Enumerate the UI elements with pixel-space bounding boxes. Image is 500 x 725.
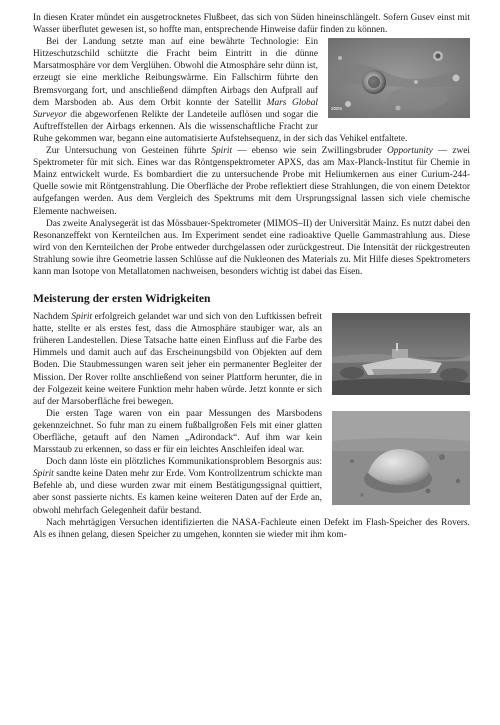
paragraph-6: Die ersten Tage waren von ein paar Messungen des Marsbodens gekennzeichnet. So fuhr man zu einem fußballgroßen Fels mit einer glatten Oberfläche, getauft auf den Namen „Adirondack“. Auf ihm war kein Marsstaub zu erkennen, so dass er für ein leichtes Anschleifen ideal war. bbox=[33, 408, 322, 456]
paragraph-4: Das zweite Analysegerät ist das Mössbauer-Spektrometer (MIMOS–II) der Universität Mainz. Es nutzt dabei den Resonanzeffekt von Kernteilchen aus. Im Experiment sendet eine radioaktive Quelle Gammastrahlung aus. Diese wird von den Kernteilchen der Probe entweder durchgelassen oder zurückgestreut. Die Intensität der rückgestreuten Strahlung sowie ihre Geometrie lassen Schlüsse auf die Nukleonen des Materials zu. Mit Hilfe dieses Spektrometers kann man Isotope von Metallatomen nachweisen, besonders wichtig ist dabei das Eisen. bbox=[33, 218, 470, 277]
paragraph-1: In diesen Krater mündet ein ausgetrocknetes Flußbeet, das sich von Süden hineinschlängelt. Sofern Gusev einst mit Wasser überflutet gewesen ist, so hoffte man, entsprechende Hinweise dafür finden zu können. bbox=[33, 13, 470, 36]
document-page bbox=[33, 12, 470, 541]
paragraph-2: Bei der Landung setzte man auf eine bewährte Technologie: Ein Hitzeschutzschild schützte die Fracht beim Eintritt in die dünne Marsatmosphäre vor dem Verglühen. Obwohl die Atmosphäre sehr dünn ist, erzeugt sie eine merkliche Reibungswärme. Ein Fallschirm führte den Bremsvorgang fort, und anschließend dämpften Airbags den Aufprall auf dem Marsboden ab. Aus dem Orbit konnte der Satellit Mars Global Surveyor die abgeworfenen Relikte der Landeteile auflösen und sogar die Auftreffstellen der Airbags erkennen. Als die wissenschaftliche Fracht zur Ruhe gekommen war, begann eine automatisierte Aufstehsequenz, in der sich das Vehikel entfaltete. bbox=[33, 37, 408, 144]
paragraph-5: Nachdem Spirit erfolgreich gelandet war und sich von den Luftkissen befreit hatte, stellte er als erstes fest, dass die Atmosphäre staubiger war, als an früheren Landestellen. Diese Tatsache hatte einen Einfluss auf die Farbe des Himmels und damit auch auf das Erscheinungsbild von Objekten auf dem Boden. Die Staubmessungen waren seit jeher ein permanenter Begleiter der Mission. Der Rover rollte anschließend von seiner Plattform herunter, die in der Folgezeit keine weitere Funktion mehr haben würde. Jetzt konnte er sich auf der Marsoberfläche frei bewegen. bbox=[33, 312, 322, 407]
paragraph-7: Doch dann löste ein plötzliches Kommunikationsproblem Besorgnis aus: Spirit sandte keine Daten mehr zur Erde. Vom Kontrollzentrum schickte man Befehle ab, und diese wurden zwar mit einem Bestätigungssignal quittiert, aber sonst passierte nichts. Es kamen keine weiteren Daten auf der Erde an, obwohl mehrfach Gelegenheit dafür bestand. bbox=[33, 457, 322, 516]
rock-photo bbox=[332, 411, 470, 505]
paragraph-3: Zur Untersuchung von Gesteinen führte Spirit — ebenso wie sein Zwillingsbruder Opportunity — zwei Spektrometer für mit sich. Eines war das Röntgenspektrometer APXS, das am Max-Planck-Institut für Chemie in Mainz entwickelt wurde. Es bombardiert die zu untersuchende Probe mit Heliumkernen aus einer Curium-244-Quelle sowie mit Röntgenstrahlung. Die Oberfläche der Probe reflektiert diese Strahlungen, die von einem Detektor aufgefangen werden. Aus dem Vergleich des Spektrums mit dem Ursprungssignal lassen sich viele chemische Elemente nachweisen. bbox=[33, 146, 470, 217]
lander-photo bbox=[332, 313, 470, 395]
crater-scale-label: 200m bbox=[331, 106, 343, 112]
section-heading: Meisterung der ersten Widrigkeiten bbox=[33, 292, 211, 306]
paragraph-8: Nach mehrtägigen Versuchen identifizierten die NASA-Fachleute einen Defekt im Flash-Speicher des Rovers. Als es ihnen gelang, diesen Speicher zu umgehen, konnten sie wieder mit ihm kom- bbox=[33, 517, 470, 540]
crater-photo bbox=[328, 38, 470, 118]
